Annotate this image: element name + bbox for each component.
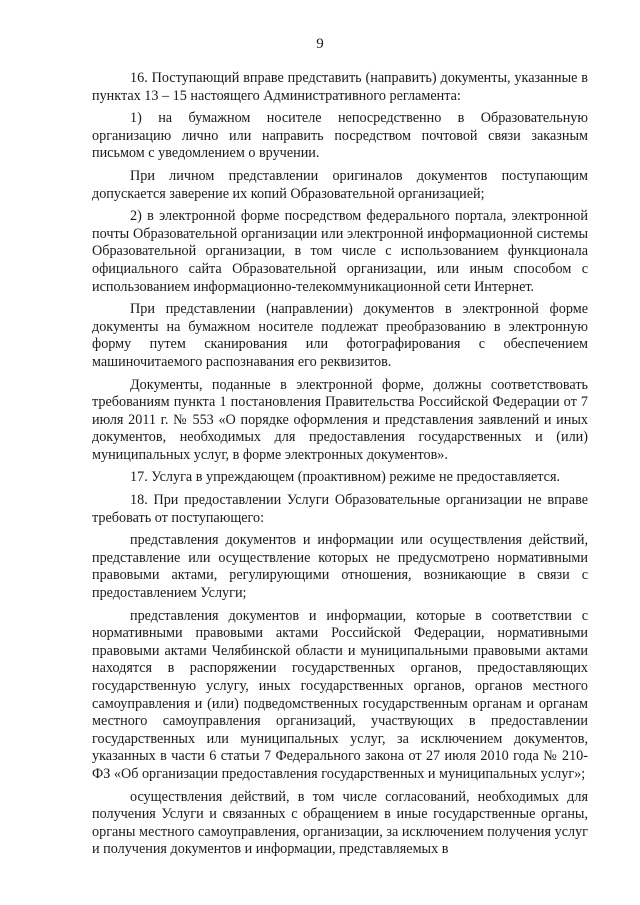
document-body — [92, 70, 588, 864]
paragraph-electronic-requirements: Документы, поданные в электронной форме, должны соответствовать требованиям пункта 1 постановления Правительства Российской Федерации от 7 июля 2011 г. № 553 «О порядке оформления и представления заявлений и иных документов, необходимых для предоставления государственных и (или) муниципальных услуг, в форме электронных документов». — [92, 376, 588, 463]
paragraph-18: 18. При предоставлении Услуги Образовательные организации не вправе требовать от поступающего: — [92, 492, 588, 526]
paragraph-18-clause-2: представления документов и информации, которые в соответствии с нормативными правовыми актами Российской Федерации, нормативными правовыми актами Челябинской области и муниципальными правовыми актами находятся в распоряжении государственных органов, предоставляющих государственную услугу, иных государственных органов, органов местного самоуправления и (или) подведомственных государственным органам и органам местного самоуправления организаций, участвующих в предоставлении государственных или муниципальных услуг, за исключением документов, указанных в части 6 статьи 7 Федерального закона от 27 июля 2010 года № 210-ФЗ «Об организации предоставления государственных и муниципальных услуг»; — [92, 607, 588, 782]
paragraph-18-clause-1: представления документов и информации или осуществления действий, представление или осуществление которых не предусмотрено нормативными правовыми актами, регулирующими отношения, возникающие в связи с предоставлением Услуги; — [92, 532, 588, 602]
paragraph-16-item-2: 2) в электронной форме посредством федерального портала, электронной почты Образовательной организации или электронной информационной системы Образовательной организации, в том числе с использованием функционала официального сайта Образовательной организации, или иным способом с использованием информационно-телекоммуникационной сети Интернет. — [92, 208, 588, 295]
paragraph-personal-submission: При личном представлении оригиналов документов поступающим допускается заверение их копий Образовательной организацией; — [92, 167, 588, 202]
paragraph-17: 17. Услуга в упреждающем (проактивном) режиме не предоставляется. — [130, 469, 561, 486]
paragraph-16-item-1: 1) на бумажном носителе непосредственно в Образовательную организацию лично или направить посредством почтовой связи заказным письмом с уведомлением о вручении. — [92, 110, 588, 162]
paragraph-18-clause-3: осуществления действий, в том числе согласований, необходимых для получения Услуги и связанных с обращением в иные государственные органы, органы местного самоуправления, организации, за исключением получения услуг и получения документов и информации, представляемых в — [92, 788, 588, 858]
paragraph-16: 16. Поступающий вправе представить (направить) документы, указанные в пунктах 13 – 15 настоящего Административного регламента: — [92, 70, 588, 104]
page-number: 9 — [316, 36, 324, 52]
paragraph-electronic-submission: При представлении (направлении) документов в электронной форме документы на бумажном носителе подлежат преобразованию в электронную форму путем сканирования или фотографирования с обеспечением машиночитаемого распознавания его реквизитов. — [92, 301, 588, 370]
